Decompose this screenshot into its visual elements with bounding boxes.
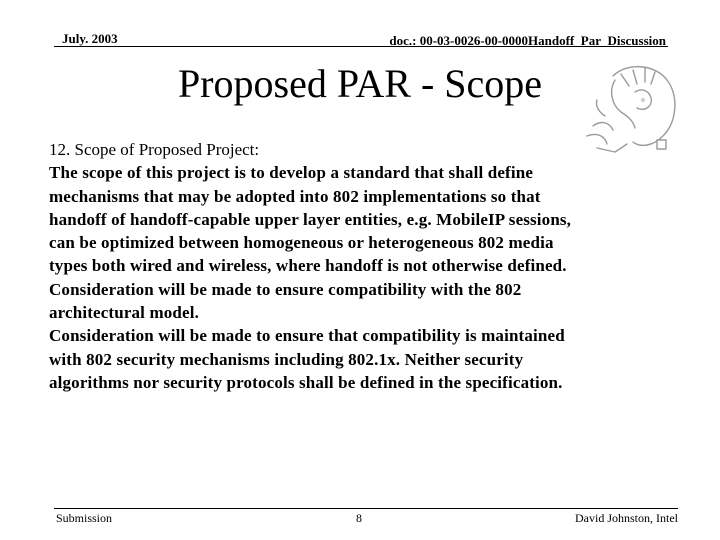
body-line: handoff of handoff-capable upper layer entities, e.g. MobileIP sessions, — [49, 209, 572, 229]
header-date: July. 2003 — [62, 31, 118, 46]
body-line: with 802 security mechanisms including 802.1x. Neither security — [49, 349, 524, 369]
body-line: architectural model. — [49, 303, 199, 323]
body-line: Consideration will be made to ensure compatibility with the 802 — [49, 279, 522, 299]
body-line: The scope of this project is to develop a standard that shall define — [49, 163, 534, 183]
scope-heading: 12. Scope of Proposed Project: — [49, 140, 260, 159]
footer-divider — [54, 508, 678, 509]
body-line: Consideration will be made to ensure that compatibility is maintained — [49, 326, 565, 346]
footer-submission: Submission — [56, 511, 113, 525]
slide-title: Proposed PAR - Scope — [177, 61, 543, 106]
body-line: mechanisms that may be adopted into 802 implementations so that — [49, 186, 541, 206]
page-number: 8 — [356, 511, 362, 525]
body-line: algorithms nor security protocols shall be defined in the specification. — [49, 372, 563, 392]
header-doc-id: doc.: 00-03-0026-00-0000Handoff_Par_Discussion — [389, 33, 666, 48]
body-line: can be optimized between homogeneous or heterogeneous 802 media — [49, 233, 554, 253]
body-text — [49, 138, 689, 394]
footer-author: David Johnston, Intel — [575, 511, 678, 525]
body-line: types both wired and wireless, where handoff is not otherwise defined. — [49, 256, 567, 276]
header-divider — [54, 46, 668, 47]
